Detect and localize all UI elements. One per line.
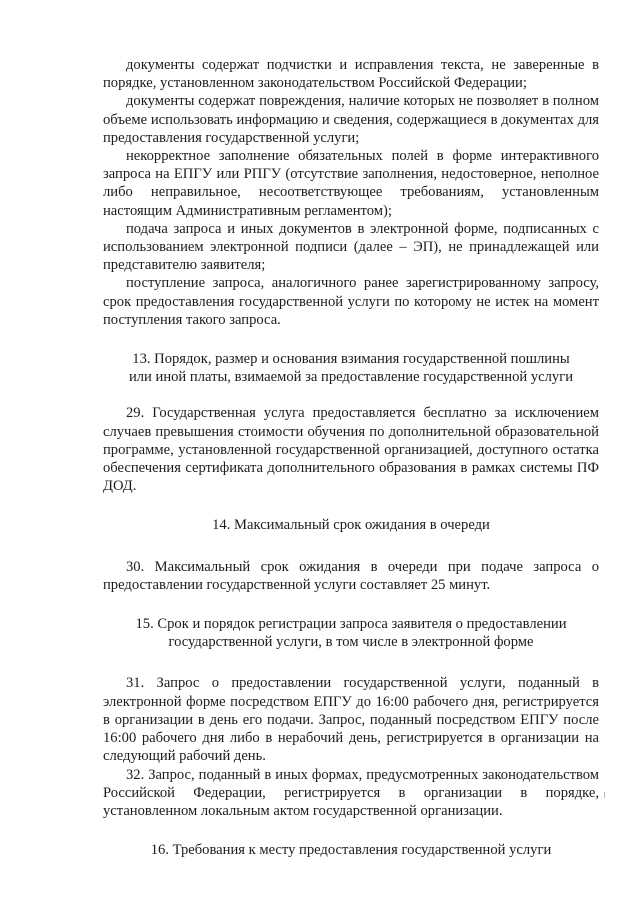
section-13-heading-line-2: или иной платы, взимаемой за предоставление государственной услуги bbox=[128, 369, 574, 386]
paragraph-erasures: документы содержат подчистки и исправления текста, не заверенные в порядке, установленном законодательством Российской Федерации; bbox=[103, 57, 599, 92]
section-15-heading-line-2: государственной услуги, в том числе в электронной форме bbox=[168, 634, 534, 651]
paragraph-30: 30. Максимальный срок ожидания в очереди при подаче запроса о предоставлении государственной услуги составляет 25 минут. bbox=[103, 558, 599, 593]
spacer bbox=[103, 535, 599, 558]
paragraph-damage: документы содержат повреждения, наличие которых не позволяет в полном объеме использовать информацию и сведения, содержащиеся в документах для предоставления государственной услуги; bbox=[103, 93, 599, 146]
paragraph-duplicate-request: поступление запроса, аналогичного ранее зарегистрированному запросу, срок предоставления государственной услуги по которому не истек на момент поступления такого запроса. bbox=[103, 275, 599, 328]
spacer bbox=[103, 594, 599, 615]
paragraph-32: 32. Запрос, поданный в иных формах, предусмотренных законодательством Российской Федерации, регистрируется в организации в порядке, установленном локальным актом государственной организации. bbox=[103, 766, 599, 819]
scan-speck bbox=[604, 792, 605, 798]
spacer bbox=[103, 329, 599, 350]
paragraph-31: 31. Запрос о предоставлении государственной услуги, поданный в электронной форме посредством ЕПГУ до 16:00 рабочего дня, регистрируется в организации в день его подачи. Запрос, поданный посредством ЕПГУ после 16:00 рабочего дня либо в нерабочий день, регистрируется в организации на следующий рабочий день. bbox=[103, 675, 599, 765]
paragraph-signature: подача запроса и иных документов в электронной форме, подписанных с использованием электронной подписи (далее – ЭП), не принадлежащей или представителю заявителя; bbox=[103, 220, 599, 274]
section-16-heading: 16. Требования к месту предоставления государственной услуги bbox=[150, 842, 552, 859]
spacer bbox=[103, 495, 599, 516]
paragraph-incorrect-fields: некорректное заполнение обязательных полей в форме интерактивного запроса на ЕПГУ или РПГУ (отсутствие заполнения, недостоверное, неполное либо неправильное, несоответствующее требованиям, установленным настоящим Административным регламентом); bbox=[103, 148, 599, 219]
section-13-heading-line-1: 13. Порядок, размер и основания взимания государственной пошлины bbox=[132, 351, 570, 368]
spacer bbox=[103, 651, 599, 674]
spacer bbox=[103, 820, 599, 841]
section-15-heading-line-1: 15. Срок и порядок регистрации запроса заявителя о предоставлении bbox=[135, 616, 567, 633]
spacer bbox=[103, 386, 599, 404]
section-14-heading: 14. Максимальный срок ожидания в очереди bbox=[212, 517, 490, 534]
document-page bbox=[103, 56, 599, 859]
paragraph-29: 29. Государственная услуга предоставляется бесплатно за исключением случаев превышения стоимости обучения по дополнительной образовательной программе, установленной государственной организацией, доступного остатка обеспечения сертификата дополнительного образования в рамках системы ПФ ДОД. bbox=[103, 405, 599, 495]
